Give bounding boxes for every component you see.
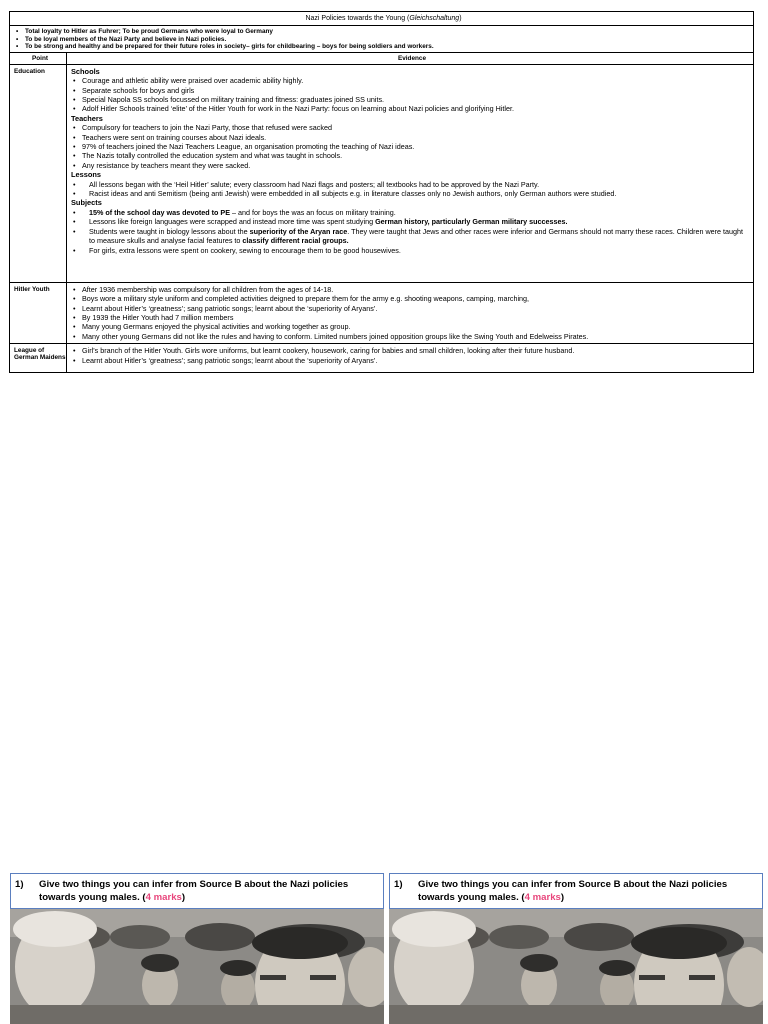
point-hitler-youth: Hitler Youth	[10, 282, 67, 343]
schools-heading: Schools	[71, 66, 100, 76]
league-row	[10, 344, 754, 373]
subjects-heading: Subjects	[71, 198, 102, 208]
list-item: • Many other young Germans did not like the rules and having to conform. Limited numbers joined opposition groups like the Swing Youth and Edelweiss Pirates.	[71, 332, 749, 341]
aim-item: • Total loyalty to Hitler as Fuhrer; To be proud Germans who were loyal to Germany	[14, 28, 753, 36]
education-evidence	[67, 64, 754, 282]
hitler-youth-row	[10, 282, 754, 343]
point-league: League of German Maidens	[10, 344, 67, 373]
source-b-photo	[389, 907, 763, 1024]
question-body: Give two things you can infer from Source B about the Nazi policies towards young males. (	[418, 879, 728, 903]
league-evidence	[67, 344, 754, 373]
question-body: Give two things you can infer from Source B about the Nazi policies towards young males. (	[39, 879, 349, 903]
list-item: • Separate schools for boys and girls	[71, 86, 749, 95]
lessons-heading: Lessons	[71, 170, 101, 180]
aryan-superiority-text: superiority of the Aryan race	[249, 226, 348, 236]
league-list	[71, 346, 749, 365]
german-history-text: German history, particularly German military successes.	[375, 217, 568, 227]
list-item: • 97% of teachers joined the Nazi Teachers League, an organisation promoting the teaching of Nazi ideas.	[71, 142, 749, 151]
list-item: • Teachers were sent on training courses about Nazi ideals.	[71, 133, 749, 142]
question-close: )	[181, 892, 186, 903]
aim-item: • To be loyal members of the Nazi Party and believe in Nazi policies.	[14, 36, 753, 44]
question-marks: 4 marks	[145, 892, 182, 903]
list-item: • By 1939 the Hitler Youth had 7 million members	[71, 313, 749, 322]
question-card-right	[389, 873, 763, 1024]
list-item: • Courage and athletic ability were praised over academic ability highly.	[71, 76, 749, 85]
question-box	[389, 873, 763, 909]
question-marks: 4 marks	[524, 892, 561, 903]
policies-table	[9, 11, 754, 373]
aim-item: • To be strong and healthy and be prepared for their future roles in society– girls for childbearing – boys for being soldiers and workers.	[14, 43, 753, 51]
title-prefix: Nazi Policies towards the Young (	[305, 15, 410, 22]
list-item: • Racist ideas and anti Semitism (being anti Jewish) were embedded in all subjects e.g. in literature classes only no Jewish authors, only German authors were studied.	[71, 189, 749, 198]
source-b-photo	[10, 907, 384, 1024]
racial-groups-text: classify different racial groups.	[242, 236, 349, 246]
list-item: • Learnt about Hitler’s ‘greatness’; sang patriotic songs; learnt about the ‘superiority of Aryans’.	[71, 356, 749, 365]
list-item: • Learnt about Hitler’s ‘greatness’; sang patriotic songs; learnt about the ‘superiority of Aryans’.	[71, 304, 749, 313]
pe-rest: – and for boys the was an focus on military training.	[230, 207, 396, 217]
schools-list	[71, 76, 749, 114]
biology-text: Students were taught in biology lessons about the	[89, 226, 250, 236]
list-item: • Girl’s branch of the Hitler Youth. Girls wore uniforms, but learnt cookery, housework, caring for babies and small children, looking after their future husband.	[71, 346, 749, 355]
list-item: • Boys wore a military style uniform and completed activities deigned to prepare them for the army e.g. shooting weapons, camping, marching,	[71, 294, 749, 303]
pe-percentage: 15% of the school day was devoted to PE	[89, 207, 230, 217]
question-text	[39, 878, 374, 904]
teachers-list	[71, 123, 749, 170]
question-box	[10, 873, 384, 909]
question-number: 1)	[15, 879, 24, 890]
list-item: • Many young Germans enjoyed the physical activities and working together as group.	[71, 322, 749, 331]
header-point: Point	[10, 52, 67, 64]
list-item: • All lessons began with the ‘Heil Hitler’ salute; every classroom had Nazi flags and posters; all textbooks had to be approved by the Nazi Party.	[71, 180, 749, 189]
question-card-left	[10, 873, 384, 1024]
list-item	[71, 227, 749, 246]
biology-mid-text: . They were taught that Jews and other races were inferior and Germans should not marry these races. Children were taught to measure skulls and analyse facial features to	[89, 226, 744, 246]
education-row	[10, 64, 754, 282]
question-close: )	[560, 892, 565, 903]
subjects-list	[71, 208, 749, 255]
table-title	[10, 12, 754, 26]
aims-list	[14, 28, 753, 51]
list-item: • Adolf Hitler Schools trained ‘elite’ of the Hitler Youth for work in the Nazi Party: focus on learning about Nazi policies and glorifying Hitler.	[71, 104, 749, 113]
list-item	[71, 217, 749, 226]
question-number: 1)	[394, 879, 403, 890]
title-suffix: )	[459, 15, 462, 22]
hitler-youth-evidence	[67, 282, 754, 343]
question-text	[418, 878, 753, 904]
point-education: Education	[10, 64, 67, 282]
lessons-list	[71, 180, 749, 199]
list-item	[71, 208, 749, 217]
list-item: • After 1936 membership was compulsory for all children from the ages of 14-18.	[71, 285, 749, 294]
list-item: • Any resistance by teachers meant they were sacked.	[71, 161, 749, 170]
header-evidence: Evidence	[67, 52, 754, 64]
aims-cell	[10, 26, 754, 53]
list-item: • Compulsory for teachers to join the Nazi Party, those that refused were sacked	[71, 123, 749, 132]
list-item: • Special Napola SS schools focussed on military training and fitness: graduates joined SS units.	[71, 95, 749, 104]
teachers-heading: Teachers	[71, 113, 103, 123]
list-item: • For girls, extra lessons were spent on cookery, sewing to encourage them to be good housewives.	[71, 246, 749, 255]
list-item: • The Nazis totally controlled the education system and what was taught in schools.	[71, 151, 749, 160]
languages-text: Lessons like foreign languages were scrapped and instead more time was spent studying	[89, 217, 376, 227]
hitler-youth-list	[71, 285, 749, 341]
title-italic: Gleichschaltung	[409, 15, 460, 22]
